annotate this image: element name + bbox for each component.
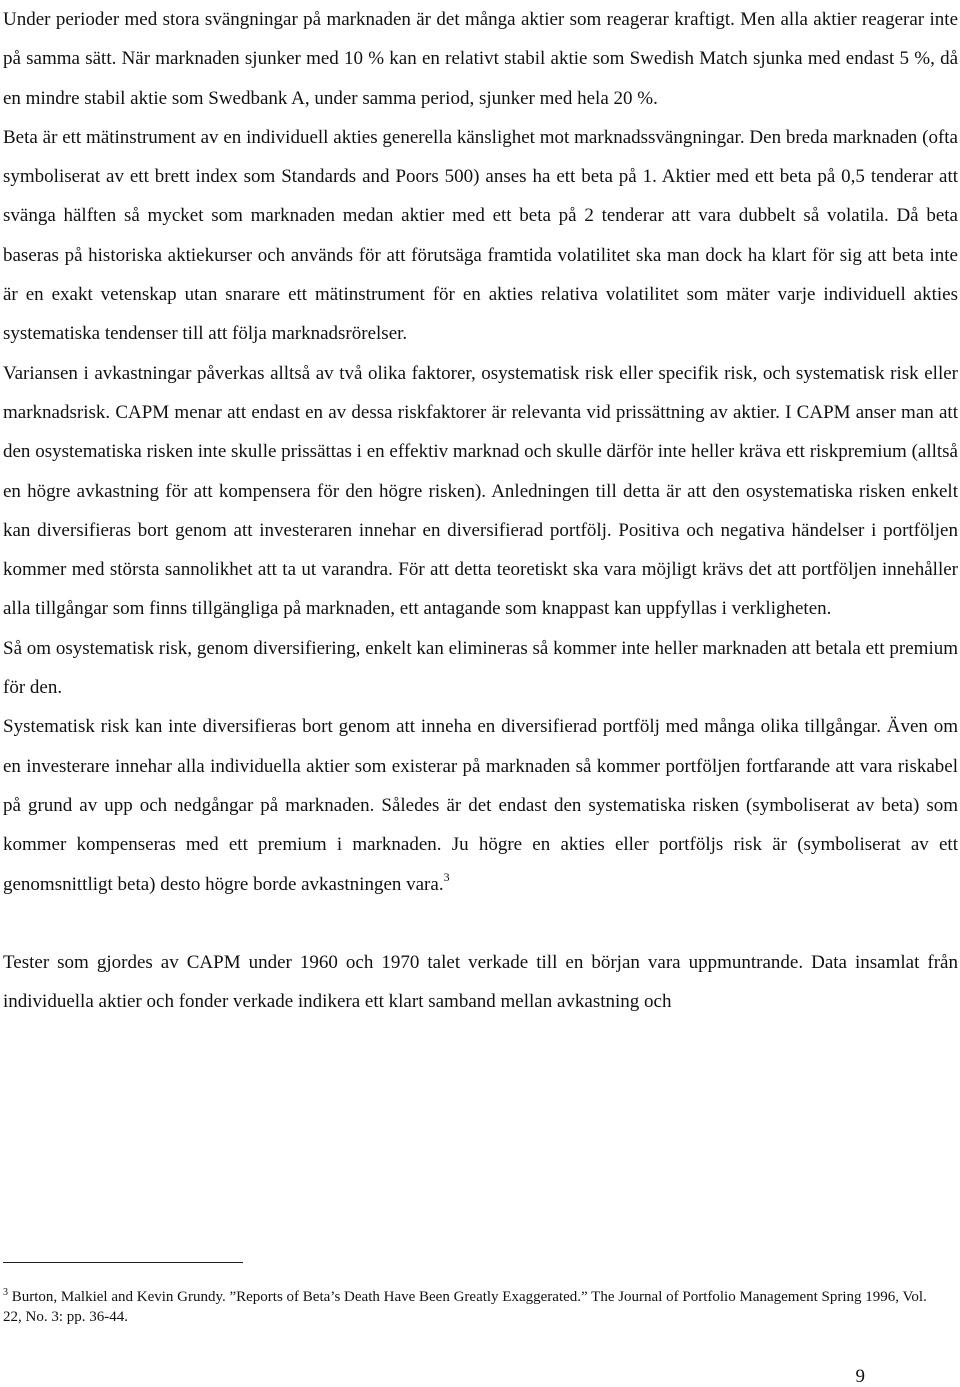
paragraph-beta-definition: Beta är ett mätinstrument av en individuell akties generella känslighet mot marknadssvängningar. Den breda marknaden (ofta symboliserat av ett brett index som Standards and Poors 500) anses ha ett beta på 1. Aktier med ett beta på 0,5 tenderar att svänga hälften så mycket som marknaden medan aktier med ett beta på 2 tenderar att vara dubbelt så volatila. Då beta baseras på historiska aktiekurser och används för att förutsäga framtida volatilitet ska man dock ha klart för sig att beta inte är en exakt vetenskap utan snarare ett mätinstrument för en akties relativa volatilitet som mäter varje individuell akties systematiska tendenser till att följa marknadsrörelser. — [3, 126, 958, 345]
paragraph-systematic-risk-text: Systematisk risk kan inte diversifieras bort genom att inneha en diversifierad portfölj med många olika tillgångar. Även om en investerare innehar alla individuella aktier som existerar på marknaden så kommer portföljen fortfarande att vara riskabel på grund av upp och nedgångar på marknaden. Således är det endast den systematiska risken (symboliserat av beta) som kommer kompenseras med ett premium i marknaden. Ju högre en akties eller portföljs risk är (symboliserat av ett genomsnittligt beta) desto högre borde avkastningen vara. — [3, 716, 958, 895]
page-number: 9 — [855, 1366, 865, 1387]
body-text — [3, 0, 958, 1021]
footnote-reference: 3 — [443, 869, 450, 884]
paragraph-unsystematic-risk: Så om osystematisk risk, genom diversifiering, enkelt kan elimineras så kommer inte heller marknaden att betala ett premium för den. — [3, 637, 958, 699]
footnote-text: Burton, Malkiel and Kevin Grundy. ”Reports of Beta’s Death Have Been Greatly Exaggerated.” The Journal of Portfolio Management Spring 1996, Vol. 22, No. 3: pp. 36-44. — [3, 1289, 927, 1325]
paragraph-market-swings: Under perioder med stora svängningar på marknaden är det många aktier som reagerar kraftigt. Men alla aktier reagerar inte på samma sätt. När marknaden sjunker med 10 % kan en relativt stabil aktie som Swedish Match sjunka med endast 5 %, då en mindre stabil aktie som Swedbank A, under samma period, sjunker med hela 20 %. — [3, 9, 958, 109]
footnote — [3, 1287, 943, 1327]
footnote-marker: 3 — [3, 1287, 8, 1298]
paragraph-systematic-risk — [3, 707, 958, 903]
paragraph-gap — [3, 904, 958, 943]
paragraph-variance: Variansen i avkastningar påverkas alltså av två olika faktorer, osystematisk risk eller specifik risk, och systematisk risk eller marknadsrisk. CAPM menar att endast en av dessa riskfaktorer är relevanta vid prissättning av aktier. I CAPM anser man att den osystematiska risken inte skulle prissättas i en effektiv marknad och skulle därför inte heller kräva ett riskpremium (alltså en högre avkastning för att kompensera för den högre risken). Anledningen till detta är att den osystematiska risken enkelt kan diversifieras bort genom att investeraren innehar en diversifierad portfölj. Positiva och negativa händelser i portföljen kommer med största sannolikhet att ta ut varandra. För att detta teoretiskt ska vara möjligt krävs det att portföljen innehåller alla tillgångar som finns tillgängliga på marknaden, ett antagande som knappast kan uppfyllas i verkligheten. — [3, 362, 958, 620]
footnote-divider — [3, 1262, 243, 1263]
paragraph-capm-tests: Tester som gjordes av CAPM under 1960 och 1970 talet verkade till en början vara uppmuntrande. Data insamlat från individuella aktier och fonder verkade indikera ett klart samband mellan avkastning och — [3, 951, 958, 1013]
